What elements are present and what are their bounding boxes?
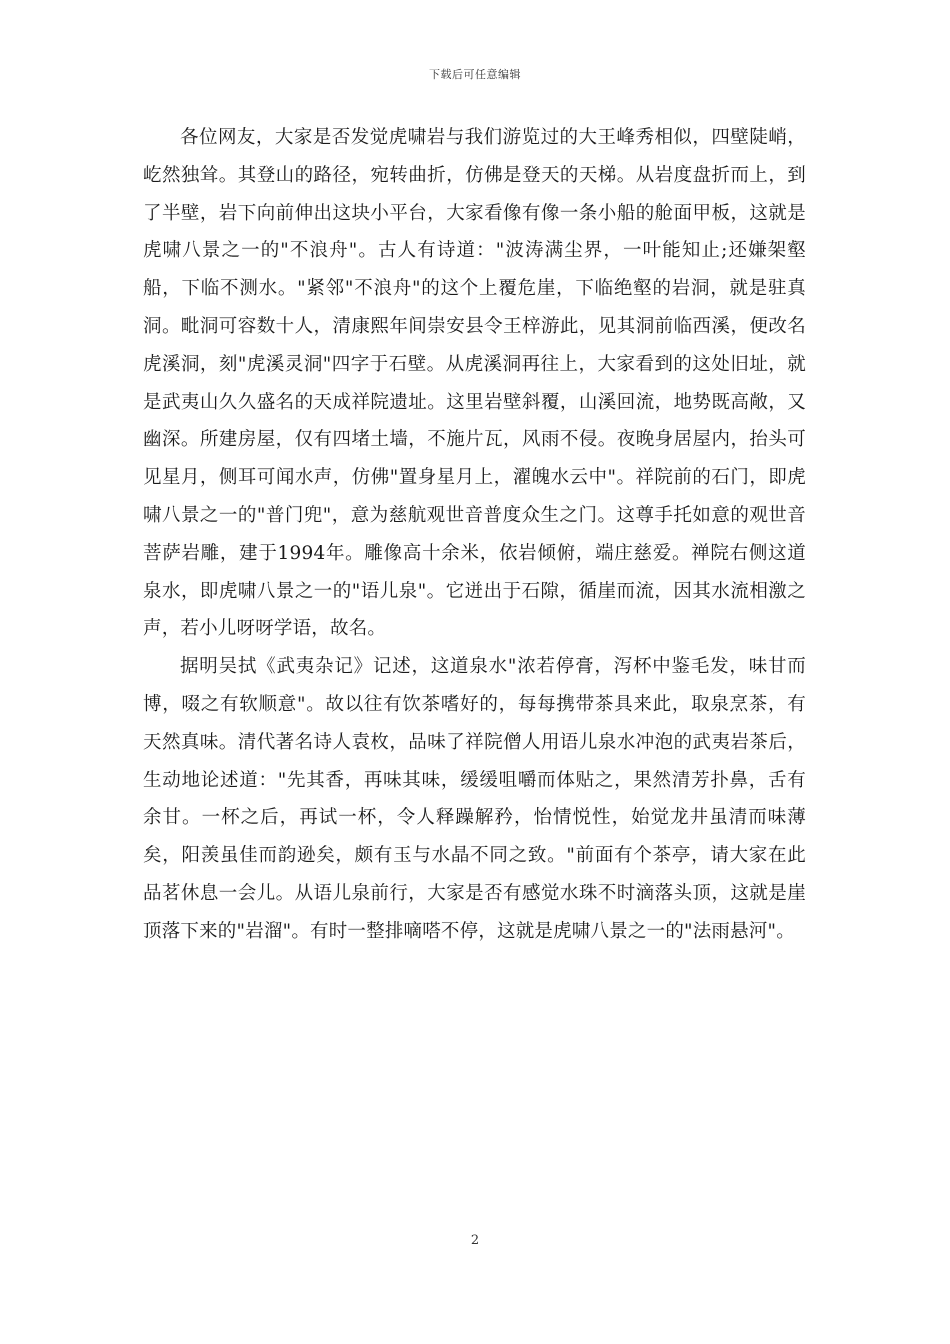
paragraph-1: 各位网友，大家是否发觉虎啸岩与我们游览过的大王峰秀相似，四壁陡峭，屹然独耸。其登山的路径，宛转曲折，仿佛是登天的天梯。从岩度盘折而上，到了半壁，岩下向前伸出这块小平台，大家看像有像一条小船的舱面甲板，这就是虎啸八景之一的"不浪舟"。古人有诗道："波涛满尘界，一叶能知止;还嫌架壑船，下临不测水。"紧邻"不浪舟"的这个上覆危崖，下临绝壑的岩洞，就是驻真洞。毗洞可容数十人，清康熙年间崇安县令王梓游此，见其洞前临西溪，便改名虎溪洞，刻"虎溪灵洞"四字于石壁。从虎溪洞再往上，大家看到的这处旧址，就是武夷山久久盛名的天成祥院遗址。这里岩壁斜覆，山溪回流，地势既高敞，又幽深。所建房屋，仅有四堵土墙，不施片瓦，风雨不侵。夜晚身居屋内，抬头可见星月，侧耳可闻水声，仿佛"置身星月上，濯魄水云中"。祥院前的石门，即虎啸八景之一的"普门兜"，意为慈航观世音普度众生之门。这尊手托如意的观世音菩萨岩雕，建于1994年。雕像高十余米，依岩倾俯，端庄慈爱。禅院右侧这道泉水，即虎啸八景之一的"语儿泉"。它迸出于石隙，循崖而流，因其水流相激之声，若小儿呀呀学语，故名。 — [143, 127, 806, 640]
page-number: 2 — [470, 1233, 480, 1248]
page-header: 下载后可任意编辑 — [429, 68, 521, 81]
paragraph-2: 据明吴拭《武夷杂记》记述，这道泉水"浓若停膏，泻杯中鉴毛发，味甘而博，啜之有软顺意"。故以往有饮茶嗜好的，每每携带茶具来此，取泉烹茶，有天然真味。清代著名诗人袁枚，品味了祥院僧人用语儿泉水冲泡的武夷岩茶后，生动地论述道："先其香，再味其味，缓缓咀嚼而体贴之，果然清芳扑鼻，舌有余甘。一杯之后，再试一杯，令人释躁解矜，怡情悦性，始觉龙井虽清而味薄矣，阳羡虽佳而韵逊矣，颇有玉与水晶不同之致。"前面有个茶亭，请大家在此品茗休息一会儿。从语儿泉前行，大家是否有感觉水珠不时滴落头顶，这就是崖顶落下来的"岩溜"。有时一整排嘀嗒不停，这就是虎啸八景之一的"法雨悬河"。 — [143, 656, 806, 942]
body-text — [143, 119, 806, 951]
